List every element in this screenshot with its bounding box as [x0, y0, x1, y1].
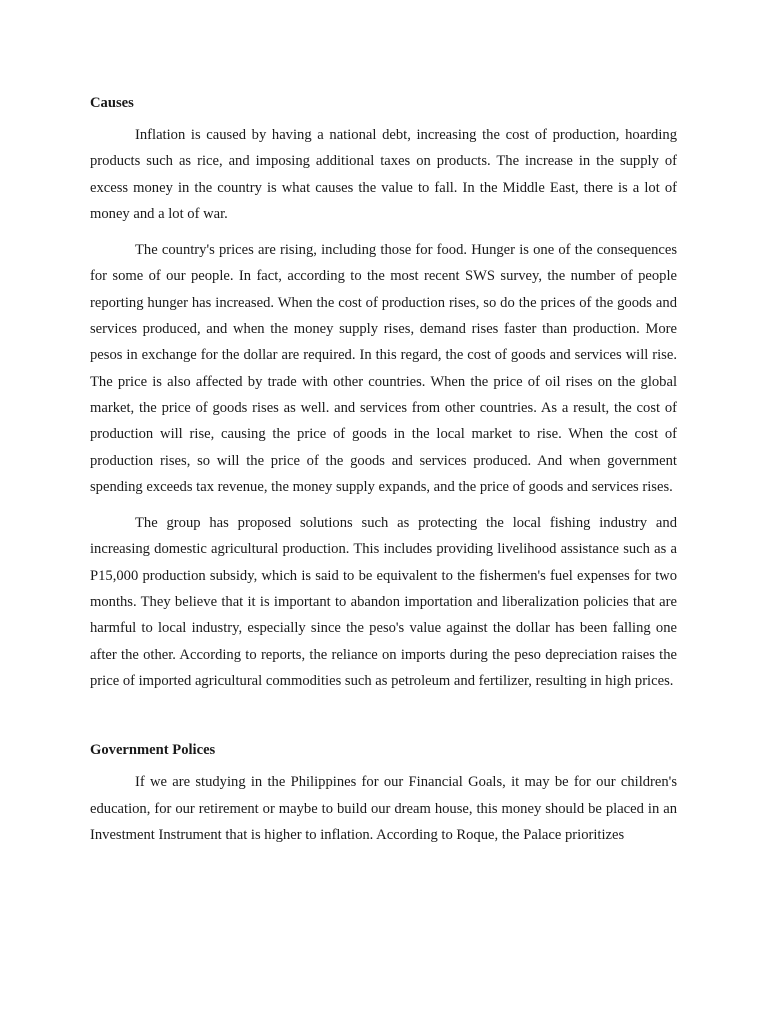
paragraph: If we are studying in the Philippines for our Financial Goals, it may be for our children's education, for our retirement or maybe to build our dream house, this money should be placed in an Investment Instrument that is higher to inflation. According to Roque, the Palace prioritizes [90, 774, 677, 843]
section-heading-causes: Causes [90, 95, 134, 111]
paragraph: The group has proposed solutions such as protecting the local fishing industry and increasing domestic agricultural production. This includes providing livelihood assistance such as a P15,000 production subsidy, which is said to be equivalent to the fishermen's fuel expenses for two months. They believe that it is important to abandon importation and liberalization policies that are harmful to local industry, especially since the peso's value against the dollar has been falling one after the other. According to reports, the reliance on imports during the peso depreciation raises the price of imported agricultural commodities such as petroleum and fertilizer, resulting in high prices. [90, 515, 677, 689]
document-body [90, 93, 677, 858]
paragraph: The country's prices are rising, including those for food. Hunger is one of the consequences for some of our people. In fact, according to the most recent SWS survey, the number of people reporting hunger has increased. When the cost of production rises, so do the prices of the goods and services produced, and when the money supply rises, demand rises faster than production. More pesos in exchange for the dollar are required. In this regard, the cost of goods and services will rise. The price is also affected by trade with other countries. When the price of oil rises on the global market, the price of goods rises as well. and services from other countries. As a result, the cost of production will rise, causing the price of goods in the local market to rise. When the cost of production rises, so will the price of the goods and services produced. And when government spending exceeds tax revenue, the money supply expands, and the price of goods and services rises. [90, 242, 677, 495]
paragraph: Inflation is caused by having a national debt, increasing the cost of production, hoarding products such as rice, and imposing additional taxes on products. The increase in the supply of excess money in the country is what causes the value to fall. In the Middle East, there is a lot of money and a lot of war. [90, 127, 677, 222]
section-heading-government-polices: Government Polices [90, 742, 216, 759]
